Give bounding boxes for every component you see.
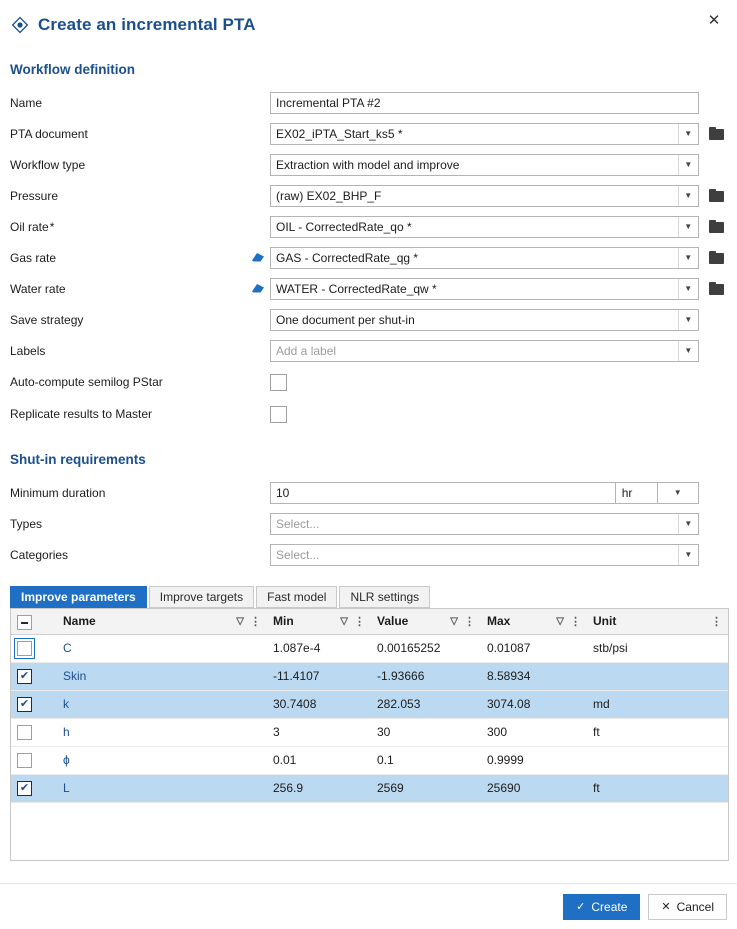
close-icon[interactable]: ✕ bbox=[707, 12, 721, 29]
label-oil-rate-text: Oil rate bbox=[10, 219, 49, 234]
gas-rate-combo[interactable] bbox=[270, 247, 699, 269]
chevron-down-icon[interactable]: ▼ bbox=[678, 310, 698, 330]
tab-bar bbox=[0, 584, 737, 608]
row-pta-document bbox=[10, 118, 729, 149]
water-rate-combo[interactable] bbox=[270, 278, 699, 300]
cell-value[interactable]: 2569 bbox=[371, 774, 481, 802]
header-unit[interactable] bbox=[587, 609, 728, 634]
folder-open-icon bbox=[709, 251, 725, 264]
table-row[interactable] bbox=[11, 718, 728, 746]
labels-placeholder: Add a label bbox=[276, 343, 337, 358]
cell-value[interactable]: 30 bbox=[371, 718, 481, 746]
folder-open-icon bbox=[709, 127, 725, 140]
eraser-icon bbox=[251, 250, 265, 266]
label-water-rate: Water rate bbox=[10, 281, 66, 296]
more-vertical-icon[interactable]: ⋮ bbox=[711, 615, 722, 628]
row-replicate-results bbox=[10, 398, 729, 430]
table-header-row bbox=[11, 609, 728, 634]
header-min[interactable] bbox=[267, 609, 371, 634]
pta-document-browse-button[interactable] bbox=[705, 123, 729, 145]
table-row[interactable] bbox=[11, 690, 728, 718]
cell-max: 300 bbox=[481, 718, 587, 746]
minimum-duration-unit: hr bbox=[615, 482, 657, 504]
cell-max: 25690 bbox=[481, 774, 587, 802]
cell-min: 30.7408 bbox=[267, 690, 371, 718]
row-gas-rate bbox=[10, 242, 729, 273]
folder-open-icon bbox=[709, 282, 725, 295]
row-minimum-duration bbox=[10, 477, 729, 508]
header-select-all[interactable] bbox=[11, 609, 57, 634]
cell-min: 3 bbox=[267, 718, 371, 746]
pressure-value: (raw) EX02_BHP_F bbox=[276, 188, 382, 203]
header-name-label: Name bbox=[63, 614, 96, 629]
pressure-combo[interactable] bbox=[270, 185, 699, 207]
section-workflow-definition: Workflow definition bbox=[10, 62, 135, 77]
minimum-duration-group bbox=[270, 482, 699, 504]
cell-name: L bbox=[57, 774, 267, 802]
minimum-duration-unit-dropdown[interactable] bbox=[657, 482, 699, 504]
chevron-down-icon[interactable]: ▼ bbox=[678, 186, 698, 206]
row-select-cell[interactable] bbox=[11, 634, 57, 662]
categories-placeholder: Select... bbox=[276, 547, 320, 562]
create-button[interactable] bbox=[563, 894, 640, 920]
row-select-cell[interactable] bbox=[11, 662, 57, 690]
diamond-node-icon bbox=[10, 15, 30, 35]
more-vertical-icon[interactable]: ⋮ bbox=[464, 615, 475, 628]
cell-min: 1.087e-4 bbox=[267, 634, 371, 662]
cell-name: C bbox=[57, 634, 267, 662]
label-oil-rate bbox=[10, 220, 246, 234]
header-min-label: Min bbox=[273, 614, 294, 629]
improve-parameters-table bbox=[10, 608, 729, 861]
table-row[interactable] bbox=[11, 774, 728, 802]
cell-unit: ft bbox=[587, 774, 728, 802]
gas-rate-clear-button[interactable] bbox=[246, 250, 270, 266]
labels-combo[interactable] bbox=[270, 340, 699, 362]
row-checkbox[interactable] bbox=[17, 669, 32, 684]
cell-name: Skin bbox=[57, 662, 267, 690]
row-checkbox[interactable] bbox=[17, 641, 32, 656]
header-max[interactable] bbox=[481, 609, 587, 634]
cell-unit: md bbox=[587, 690, 728, 718]
row-labels bbox=[10, 335, 729, 366]
row-auto-compute-semilog-pstar bbox=[10, 366, 729, 398]
row-checkbox[interactable] bbox=[17, 753, 32, 768]
select-all-checkbox[interactable] bbox=[17, 615, 32, 630]
pta-document-combo[interactable] bbox=[270, 123, 699, 145]
header-value-label: Value bbox=[377, 614, 409, 629]
filter-icon[interactable]: ▽ bbox=[450, 615, 458, 627]
cell-max: 0.01087 bbox=[481, 634, 587, 662]
cross-icon: ✕ bbox=[661, 901, 671, 913]
types-placeholder: Select... bbox=[276, 516, 320, 531]
table-row[interactable] bbox=[11, 746, 728, 774]
cell-value[interactable]: 0.1 bbox=[371, 746, 481, 774]
cell-name: h bbox=[57, 718, 267, 746]
row-select-cell[interactable] bbox=[11, 718, 57, 746]
label-labels: Labels bbox=[10, 343, 46, 358]
minimum-duration-input[interactable] bbox=[270, 482, 615, 504]
label-types: Types bbox=[10, 516, 43, 531]
oil-rate-combo[interactable] bbox=[270, 216, 699, 238]
cell-value[interactable]: 0.00165252 bbox=[371, 634, 481, 662]
row-select-cell[interactable] bbox=[11, 774, 57, 802]
row-types bbox=[10, 508, 729, 539]
cell-value[interactable]: 282.053 bbox=[371, 690, 481, 718]
gas-rate-browse-button[interactable] bbox=[705, 247, 729, 269]
folder-open-icon bbox=[709, 189, 725, 202]
save-strategy-value: One document per shut-in bbox=[276, 312, 415, 327]
cell-unit bbox=[587, 662, 728, 690]
chevron-down-icon[interactable]: ▼ bbox=[678, 545, 698, 565]
label-categories: Categories bbox=[10, 547, 69, 562]
oil-rate-value: OIL - CorrectedRate_qo * bbox=[276, 219, 412, 234]
row-water-rate bbox=[10, 273, 729, 304]
cell-name: k bbox=[57, 690, 267, 718]
more-vertical-icon[interactable]: ⋮ bbox=[354, 615, 365, 628]
types-combo[interactable] bbox=[270, 513, 699, 535]
cell-name: ϕ bbox=[57, 746, 267, 774]
save-strategy-combo[interactable] bbox=[270, 309, 699, 331]
cancel-button-label: Cancel bbox=[676, 899, 714, 914]
row-workflow-type bbox=[10, 149, 729, 180]
name-input[interactable] bbox=[270, 92, 699, 114]
header-value[interactable] bbox=[371, 609, 481, 634]
filter-icon[interactable]: ▽ bbox=[556, 615, 564, 627]
chevron-down-icon[interactable]: ▼ bbox=[678, 248, 698, 268]
row-select-cell[interactable] bbox=[11, 746, 57, 774]
categories-combo[interactable] bbox=[270, 544, 699, 566]
tab-fast-model[interactable]: Fast model bbox=[256, 586, 337, 608]
label-pta-document: PTA document bbox=[10, 126, 88, 141]
dialog-titlebar bbox=[0, 0, 737, 40]
gas-rate-value: GAS - CorrectedRate_qg * bbox=[276, 250, 419, 265]
chevron-down-icon[interactable]: ▼ bbox=[678, 124, 698, 144]
chevron-down-icon[interactable]: ▼ bbox=[678, 155, 698, 175]
chevron-down-icon: ▼ bbox=[673, 488, 682, 497]
tab-improve-parameters[interactable]: Improve parameters bbox=[10, 586, 147, 608]
header-name[interactable] bbox=[57, 609, 267, 634]
row-name bbox=[10, 87, 729, 118]
label-name: Name bbox=[10, 95, 43, 110]
label-gas-rate: Gas rate bbox=[10, 250, 57, 265]
water-rate-clear-button[interactable] bbox=[246, 281, 270, 297]
row-checkbox[interactable] bbox=[17, 725, 32, 740]
auto-compute-checkbox[interactable] bbox=[270, 374, 287, 391]
tab-nlr-settings[interactable]: NLR settings bbox=[339, 586, 430, 608]
row-checkbox[interactable] bbox=[17, 697, 32, 712]
cell-unit: stb/psi bbox=[587, 634, 728, 662]
water-rate-value: WATER - CorrectedRate_qw * bbox=[276, 281, 437, 296]
cell-value[interactable]: -1.93666 bbox=[371, 662, 481, 690]
row-select-cell[interactable] bbox=[11, 690, 57, 718]
label-auto-compute: Auto-compute semilog PStar bbox=[10, 375, 163, 389]
label-minimum-duration: Minimum duration bbox=[10, 485, 106, 500]
header-unit-label: Unit bbox=[593, 614, 617, 629]
cell-max: 3074.08 bbox=[481, 690, 587, 718]
row-pressure bbox=[10, 180, 729, 211]
row-save-strategy bbox=[10, 304, 729, 335]
cell-unit: ft bbox=[587, 718, 728, 746]
folder-open-icon bbox=[709, 220, 725, 233]
workflow-type-value: Extraction with model and improve bbox=[276, 157, 460, 172]
pta-document-value: EX02_iPTA_Start_ks5 * bbox=[276, 126, 403, 141]
cell-max: 0.9999 bbox=[481, 746, 587, 774]
filter-icon[interactable]: ▽ bbox=[340, 615, 348, 627]
filter-icon[interactable]: ▽ bbox=[236, 615, 244, 627]
row-checkbox[interactable] bbox=[17, 781, 32, 796]
more-vertical-icon[interactable]: ⋮ bbox=[250, 615, 261, 628]
label-replicate: Replicate results to Master bbox=[10, 407, 153, 421]
workflow-type-combo[interactable] bbox=[270, 154, 699, 176]
label-pressure: Pressure bbox=[10, 188, 59, 203]
table-row[interactable] bbox=[11, 662, 728, 690]
page-title: Create an incremental PTA bbox=[38, 15, 256, 34]
table-row[interactable] bbox=[11, 634, 728, 662]
cell-unit bbox=[587, 746, 728, 774]
eraser-icon bbox=[251, 281, 265, 297]
chevron-down-icon[interactable]: ▼ bbox=[678, 217, 698, 237]
section-shutin-requirements: Shut-in requirements bbox=[10, 452, 146, 467]
row-oil-rate bbox=[10, 211, 729, 242]
check-icon: ✓ bbox=[576, 901, 586, 913]
cancel-button[interactable] bbox=[648, 894, 727, 920]
replicate-results-checkbox[interactable] bbox=[270, 406, 287, 423]
dialog-footer bbox=[0, 883, 737, 929]
oil-rate-browse-button[interactable] bbox=[705, 216, 729, 238]
header-max-label: Max bbox=[487, 614, 511, 629]
more-vertical-icon[interactable]: ⋮ bbox=[570, 615, 581, 628]
required-marker: * bbox=[49, 219, 55, 234]
row-categories bbox=[10, 539, 729, 570]
cell-min: 256.9 bbox=[267, 774, 371, 802]
chevron-down-icon[interactable]: ▼ bbox=[678, 279, 698, 299]
chevron-down-icon[interactable]: ▼ bbox=[678, 341, 698, 361]
label-workflow-type: Workflow type bbox=[10, 157, 86, 172]
pressure-browse-button[interactable] bbox=[705, 185, 729, 207]
create-button-label: Create bbox=[591, 899, 628, 914]
cell-max: 8.58934 bbox=[481, 662, 587, 690]
chevron-down-icon[interactable]: ▼ bbox=[678, 514, 698, 534]
cell-min: 0.01 bbox=[267, 746, 371, 774]
cell-min: -11.4107 bbox=[267, 662, 371, 690]
label-save-strategy: Save strategy bbox=[10, 312, 84, 327]
water-rate-browse-button[interactable] bbox=[705, 278, 729, 300]
tab-improve-targets[interactable]: Improve targets bbox=[149, 586, 254, 608]
